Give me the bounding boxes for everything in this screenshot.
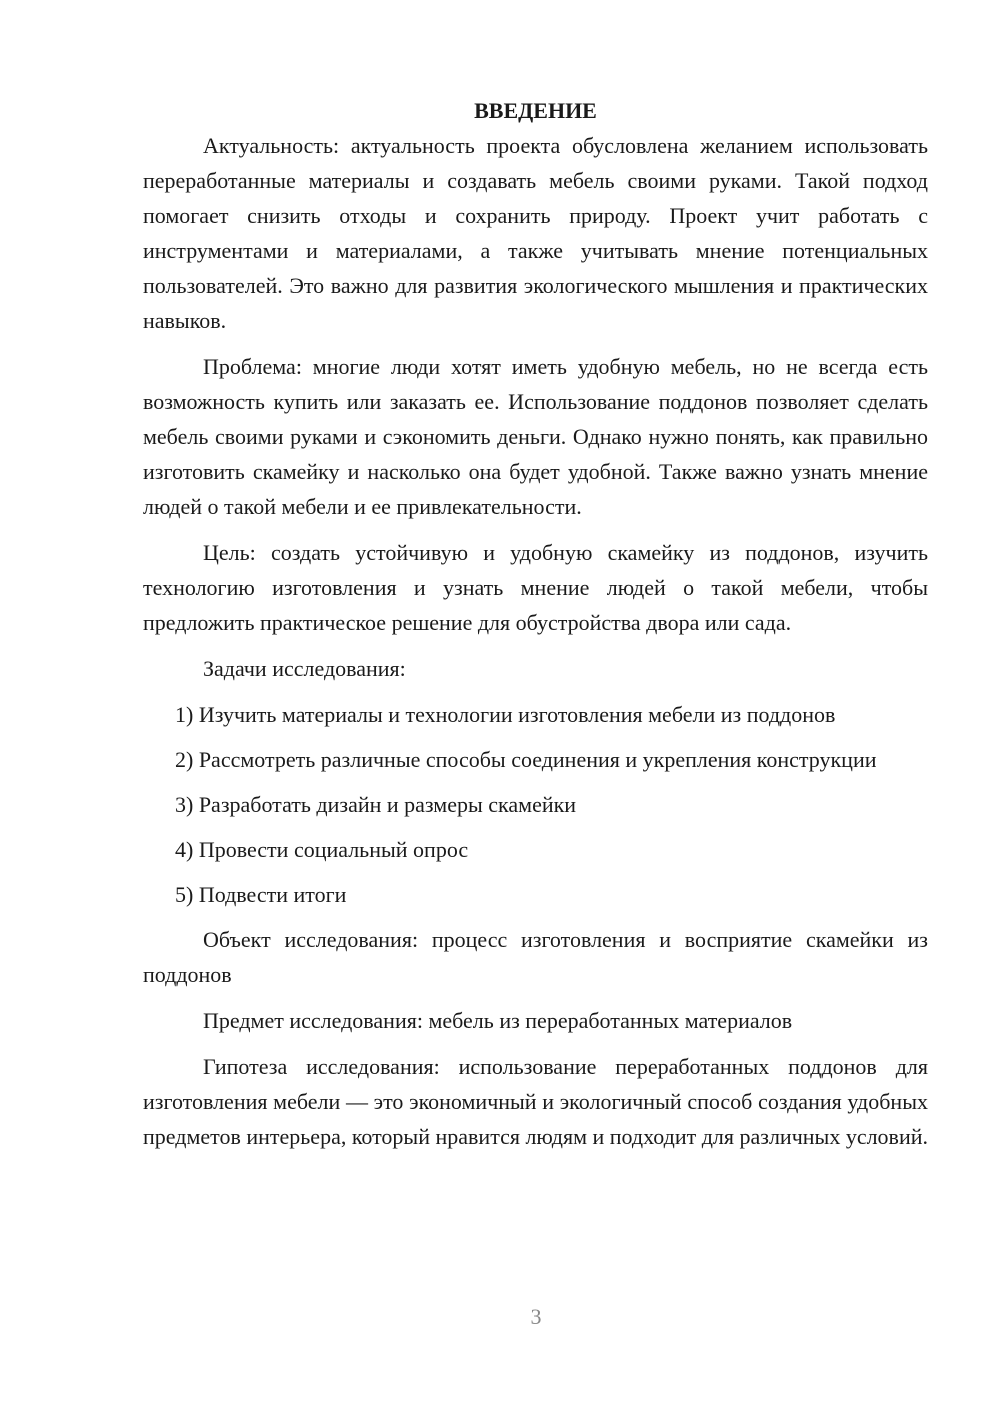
goal-paragraph: Цель: создать устойчивую и удобную скамейку из поддонов, изучить технологию изготовления и узнать мнение людей о такой мебели, чтобы предложить практическое решение для обустройства двора или сада.: [143, 540, 928, 635]
page-title: ВВЕДЕНИЕ: [474, 98, 597, 123]
task-item: 2) Рассмотреть различные способы соединения и укрепления конструкции: [175, 747, 877, 772]
task-item: 4) Провести социальный опрос: [175, 837, 469, 862]
page-number: 3: [530, 1304, 542, 1329]
document-page: [143, 93, 928, 1165]
relevance-paragraph: Актуальность: актуальность проекта обусловлена желанием использовать переработанные материалы и создавать мебель своими руками. Такой подход помогает снизить отходы и сохранить природу. Проект учит работать с инструментами и материалами, а также учитывать мнение потенциальных пользователей. Это важно для развития экологического мышления и практических навыков.: [143, 133, 928, 333]
subject-paragraph: Предмет исследования: мебель из переработанных материалов: [203, 1008, 793, 1033]
task-item: 3) Разработать дизайн и размеры скамейки: [175, 792, 577, 817]
object-paragraph: Объект исследования: процесс изготовления и восприятие скамейки из поддонов: [143, 927, 928, 987]
hypothesis-paragraph: Гипотеза исследования: использование переработанных поддонов для изготовления мебели — это экономичный и экологичный способ создания удобных предметов интерьера, который нравится людям и подходит для различных условий.: [143, 1054, 928, 1149]
task-item: 5) Подвести итоги: [175, 882, 347, 907]
problem-paragraph: Проблема: многие люди хотят иметь удобную мебель, но не всегда есть возможность купить или заказать ее. Использование поддонов позволяет сделать мебель своими руками и сэкономить деньги. Однако нужно понять, как правильно изготовить скамейку и насколько она будет удобной. Также важно узнать мнение людей о такой мебели и ее привлекательности.: [143, 354, 928, 519]
task-item: 1) Изучить материалы и технологии изготовления мебели из поддонов: [175, 702, 836, 727]
tasks-heading: Задачи исследования:: [203, 656, 406, 681]
